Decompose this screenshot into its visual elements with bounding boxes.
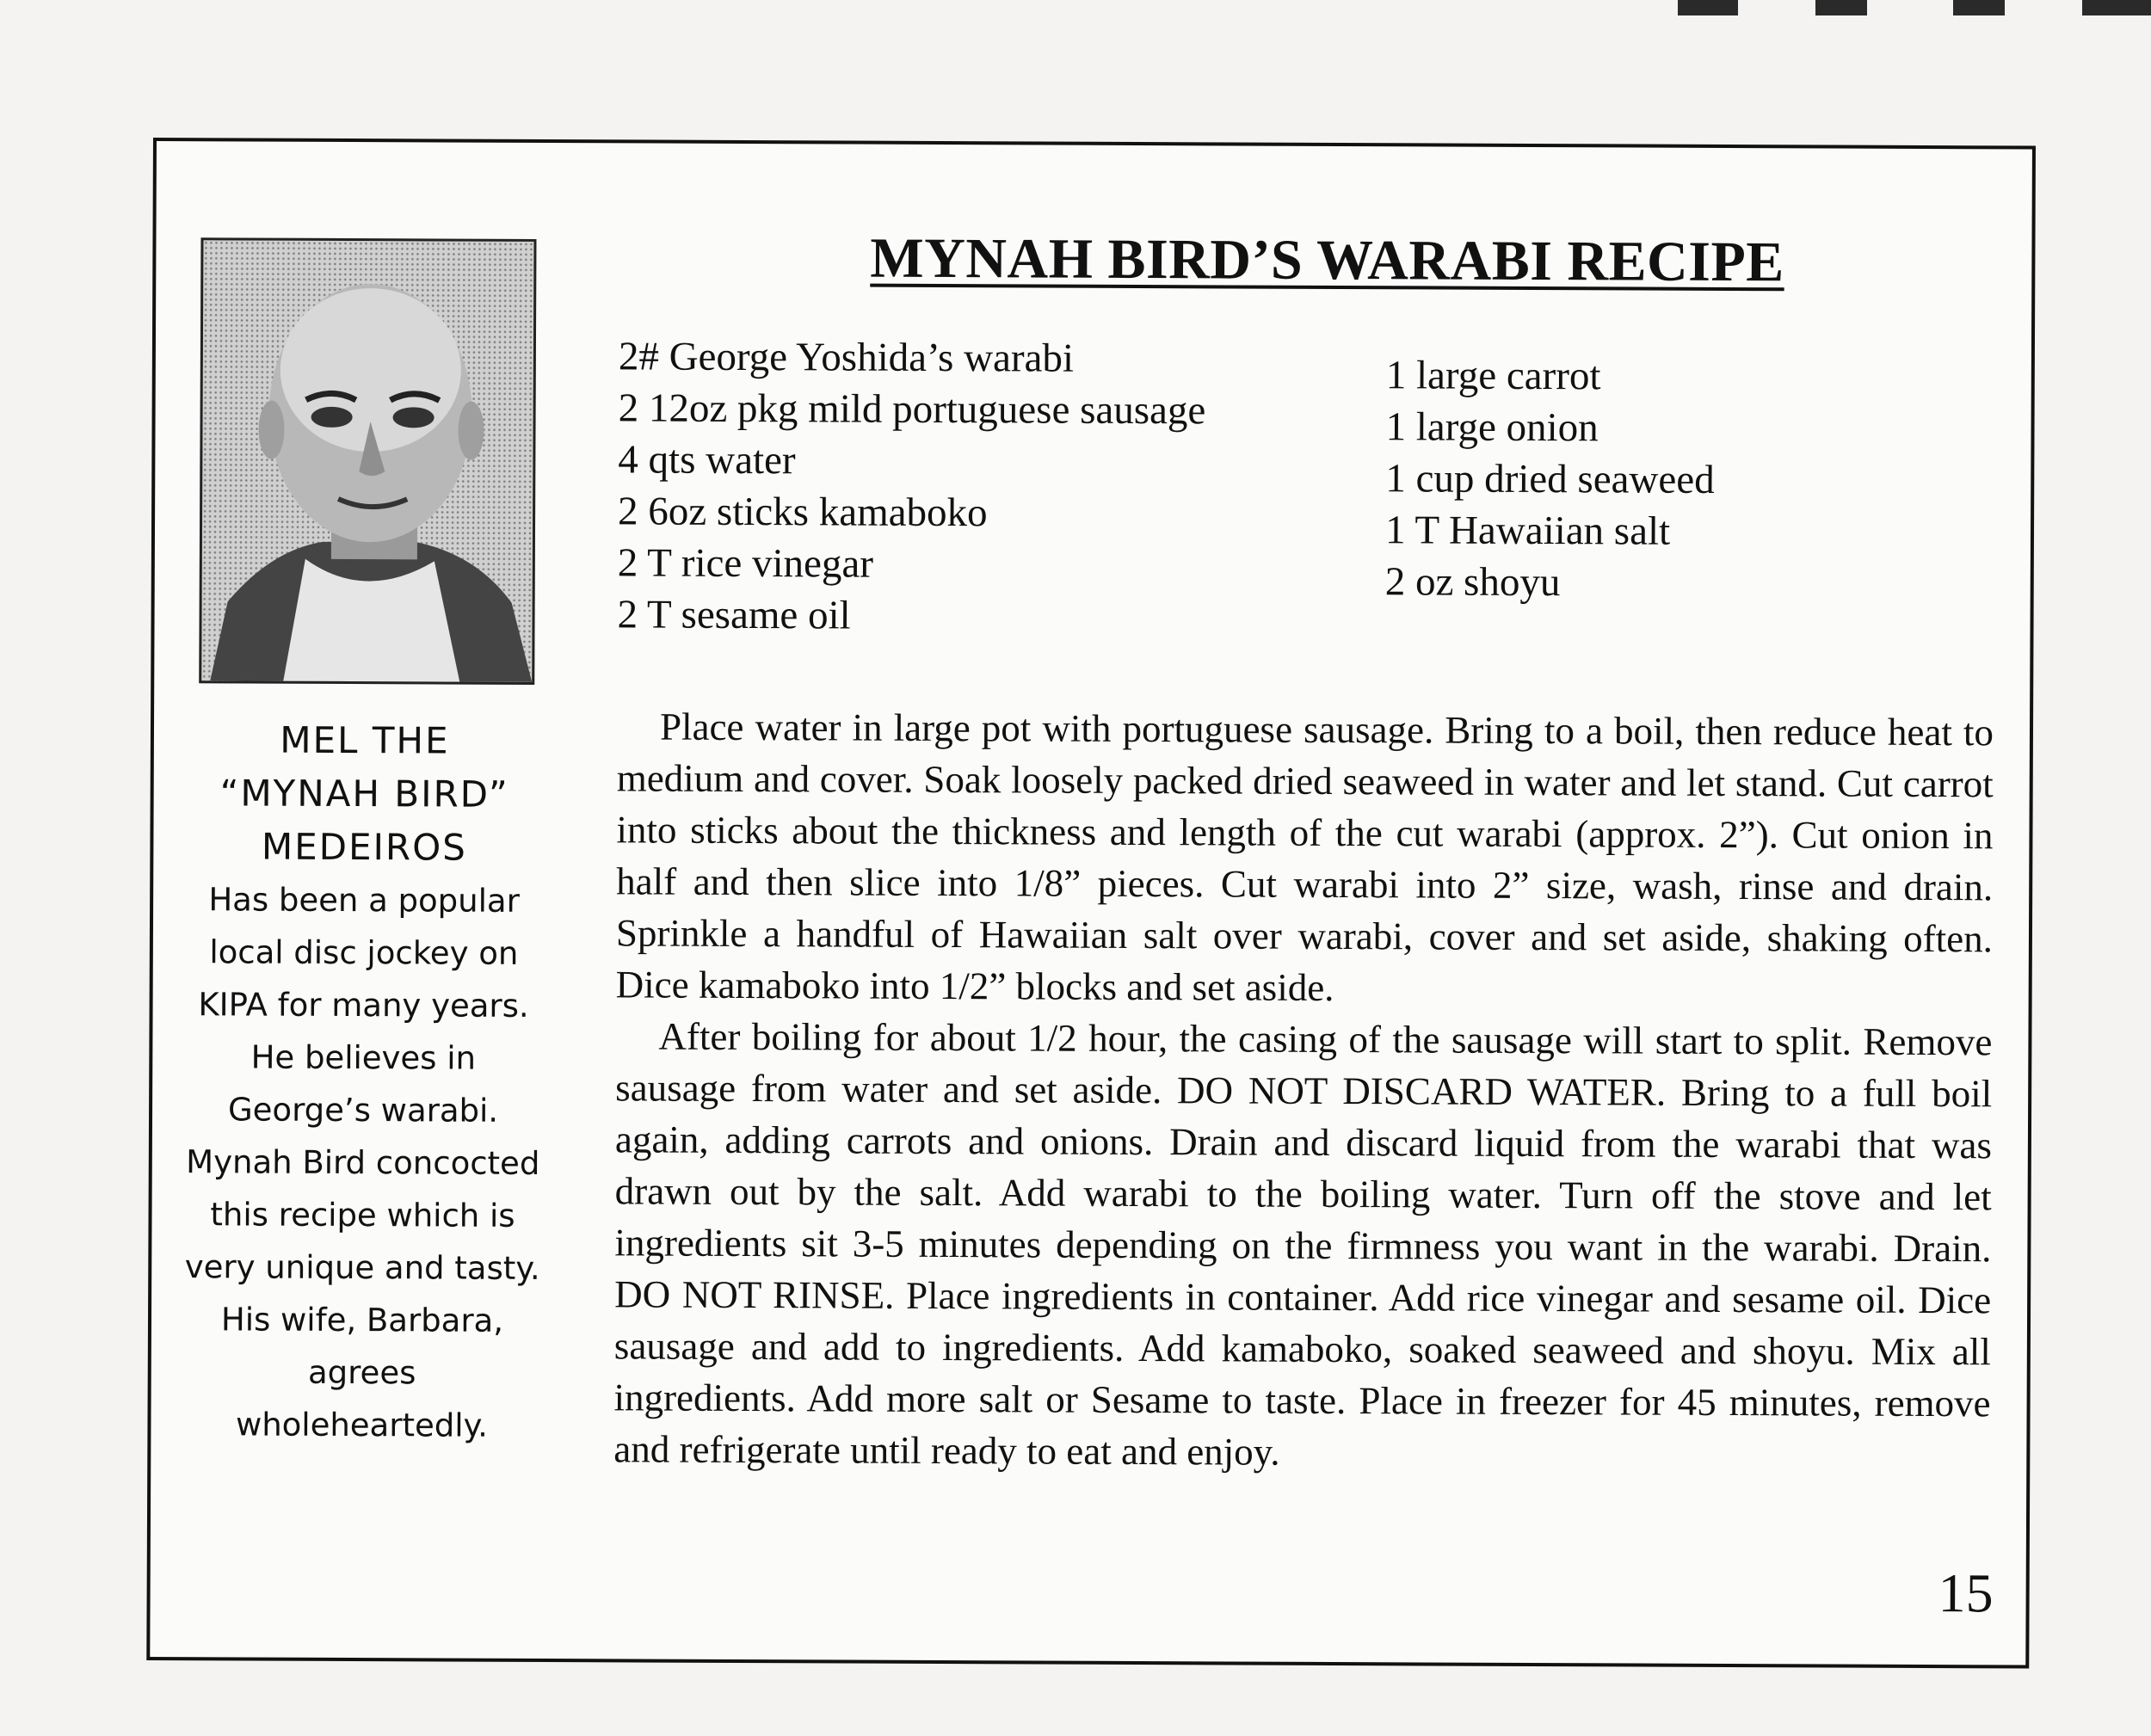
recipe-title: MYNAH BIRD’S WARABI RECIPE (870, 226, 1784, 294)
ingredient-item: 1 cup dried seaweed (1385, 456, 1715, 502)
spiral-binding-mark (1953, 0, 2005, 15)
author-bio: Has been a popular local disc jockey on KIPA for many years. He believes in George’s warabi. Mynah Bird concocted this recipe which is very unique and tasty. His wife, Barbara, agrees wholeheartedly. (184, 881, 540, 1444)
direction-paragraph: Place water in large pot with portuguese sausage. Bring to a boil, then reduce heat to medium and cover. Soak loosely packed dried seaweed in water and let stand. Cut carrot into sticks about the thickness and length of the cut warabi (approx. 2”). Cut onion in half and then slice into 1/8” pieces. Cut warabi into 2” size, wash, rinse and drain. Sprinkle a handful of Hawaiian salt over warabi, cover and set aside, shaking often. Dice kamaboko into 1/2” blocks and set aside. (615, 705, 1994, 1009)
ingredient-item: 2 6oz sticks kamaboko (617, 489, 988, 536)
ingredient-item: 2 oz shoyu (1384, 559, 1561, 606)
ingredient-item: 2 T sesame oil (617, 592, 851, 638)
author-name-line: MEDEIROS (261, 825, 467, 869)
author-name-line: MEL THE (280, 718, 450, 762)
ingredient-list-right (1385, 349, 1716, 609)
direction-paragraph: After boiling for about 1/2 hour, the casing of the sausage will start to split. Remove sausage from water and set aside. DO NOT DISCARD WATER. Bring to a full boil again, adding carrots and onions. Drain and discard liquid from the warabi that was drawn out by the salt. Add warabi to the boiling water. Turn off the stove and let ingredients sit 3-5 minutes depending on the firmness you want in the warabi. Drain. DO NOT RINSE. Place ingredients in container. Add rice vinegar and sesame oil. Dice sausage and add to ingredients. Add kamaboko, soaked seaweed and shoyu. Mix all ingredients. Add more salt or Sesame to taste. Place in freezer for 45 minutes, remove and refrigerate until ready to eat and enjoy. (613, 1014, 1993, 1474)
ingredient-item: 4 qts water (618, 437, 796, 483)
ingredient-item: 1 large onion (1385, 404, 1599, 451)
portrait-photo (199, 237, 536, 685)
page-number: 15 (1938, 1562, 1994, 1624)
recipe-card (146, 138, 2036, 1669)
author-caption (176, 713, 550, 1452)
spiral-binding-mark (1815, 0, 1867, 15)
spiral-binding-mark (1678, 0, 1738, 15)
ingredient-item: 1 T Hawaiian salt (1384, 508, 1671, 554)
recipe-directions (613, 700, 1994, 1481)
ingredient-item: 2 12oz pkg mild portuguese sausage (618, 385, 1206, 434)
spiral-binding-mark (2082, 0, 2151, 15)
ingredient-item: 1 large carrot (1385, 353, 1601, 399)
ingredient-item: 2 T rice vinegar (617, 540, 874, 587)
author-name-line: “MYNAH BIRD” (219, 772, 509, 816)
ingredient-list-left (617, 330, 1205, 643)
ingredient-item: 2# George Yoshida’s warabi (618, 334, 1075, 381)
